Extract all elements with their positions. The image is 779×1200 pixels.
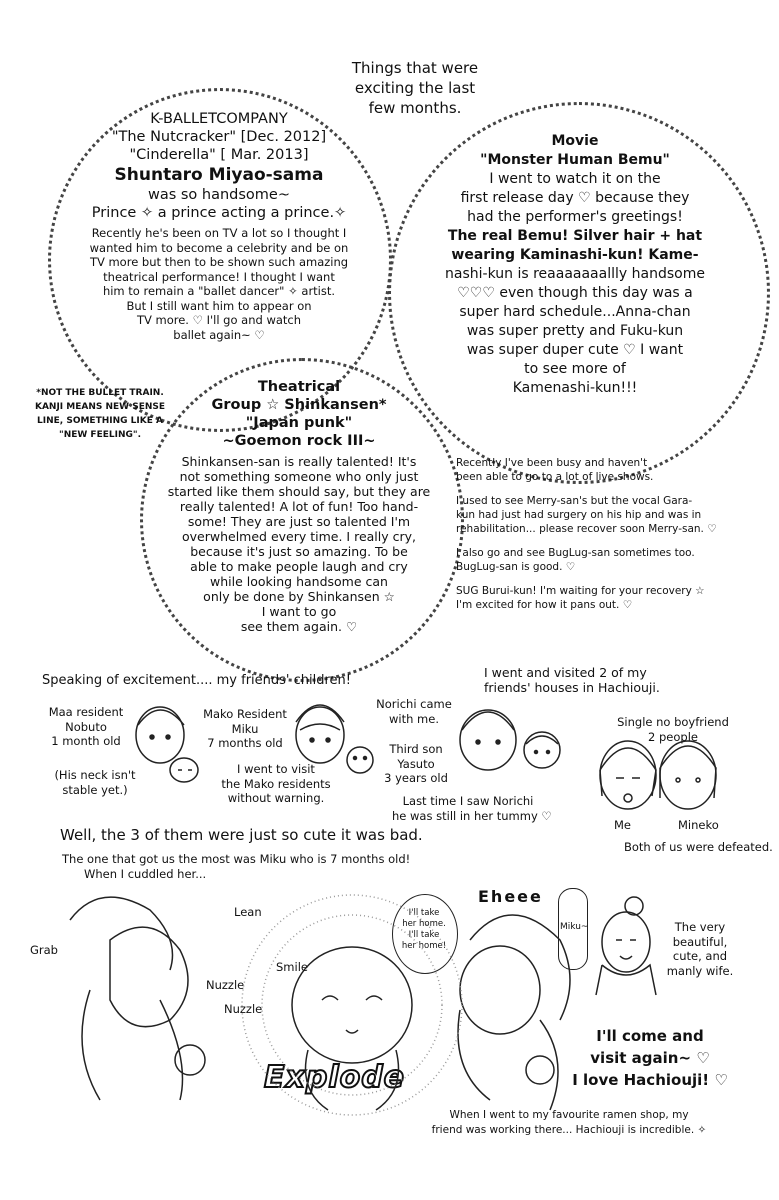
theatre-line: while looking handsome can xyxy=(210,574,388,589)
mineko-face xyxy=(660,741,716,809)
norichi-face xyxy=(460,710,516,770)
live-line: kun had just had surgery on his hip and was in xyxy=(456,509,702,521)
movie-heading: Movie xyxy=(551,133,599,149)
come-back-line: I love Hachiouji! ♡ xyxy=(572,1071,728,1089)
live-line: SUG Burui-kun! I'm waiting for your recovery ☆ xyxy=(456,585,705,597)
movie-line: nashi-kun is reaaaaaaallly handsome xyxy=(445,266,705,282)
theatre-line: I want to go xyxy=(261,604,337,619)
live-line: I'm excited for how it pans out. ♡ xyxy=(456,599,633,611)
nuzzle-sfx-1: Nuzzle xyxy=(206,978,245,992)
lean-sfx: Lean xyxy=(234,905,262,919)
theatre-line: not something someone who only just xyxy=(179,469,419,484)
grab-sfx: Grab xyxy=(30,943,58,957)
movie-line: Kamenashi-kun!!! xyxy=(512,380,638,396)
theatre-line: only be done by Shinkansen ☆ xyxy=(203,589,395,604)
me-label: Me xyxy=(614,818,631,832)
visited-line: friends' houses in Hachiouji. xyxy=(484,680,660,695)
maa-line: Nobuto xyxy=(65,719,107,734)
center-baby xyxy=(292,947,412,1110)
theatre-line: started like them should say, but they are xyxy=(167,484,431,499)
theatre-show: "Japan punk" xyxy=(245,415,353,431)
kballet-line: was so handsome~ xyxy=(147,187,291,203)
maa-line: Maa resident xyxy=(48,705,124,719)
kballet-line: TV more but then to be shown such amazing xyxy=(89,255,349,269)
movie-line: was super pretty and Fuku-kun xyxy=(466,323,684,339)
ramen-line: When I went to my favourite ramen shop, my xyxy=(449,1109,689,1121)
last-time-line: Last time I saw Norichi xyxy=(402,794,534,808)
take-home-line: I'll take xyxy=(408,930,440,940)
movie-line: I went to watch it on the xyxy=(489,171,661,187)
grab-figure xyxy=(70,897,205,1100)
wife-line: manly wife. xyxy=(666,963,734,978)
norichi-line: with me. xyxy=(389,711,439,726)
kballet-line: Recently he's been on TV a lot so I thought I xyxy=(91,226,347,240)
header-line: exciting the last xyxy=(354,79,476,97)
third-line: 3 years old xyxy=(384,771,448,785)
wife-line: cute, and xyxy=(672,949,728,963)
live-line: I used to see Merry-san's but the vocal Gara- xyxy=(456,495,693,507)
single-line: Single no boyfriend xyxy=(617,715,729,729)
theatre-line: Shinkansen-san is really talented! It's xyxy=(181,454,417,469)
kballet-line: Prince ✧ a prince acting a prince.✧ xyxy=(91,205,347,221)
explosion-cloud xyxy=(242,895,462,1115)
theatre-line: overwhelmed every time. I really cry, xyxy=(181,529,416,544)
wife-figure xyxy=(596,897,656,995)
header-line: Things that were xyxy=(351,59,479,77)
ramen-line: friend was working there... Hachiouji is incredible. ✧ xyxy=(431,1123,707,1136)
mako-line: Miku xyxy=(231,721,259,736)
kballet-dancer: Shuntaro Miyao-sama xyxy=(114,165,324,185)
kballet-line: But I still want him to appear on xyxy=(126,298,312,313)
third-line: Yasuto xyxy=(397,756,435,771)
son-face xyxy=(524,732,560,768)
eheee-sfx: Eheee xyxy=(478,887,543,906)
footnote-line: *NOT THE BULLET TRAIN. xyxy=(36,388,164,398)
come-back-line: visit again~ ♡ xyxy=(590,1049,710,1067)
theatre-heading: Theatrical xyxy=(257,379,341,395)
header-line: few months. xyxy=(368,99,462,117)
kballet-line: ballet again~ ♡ xyxy=(173,327,265,342)
kballet-line: theatrical performance! I thought I want xyxy=(103,269,335,284)
went-visit-line: the Mako residents xyxy=(221,776,331,791)
take-home-line: her home. xyxy=(402,919,446,929)
neck-line: (His neck isn't xyxy=(54,768,136,782)
neck-line: stable yet.) xyxy=(62,782,128,797)
theatre-group: Group ☆ Shinkansen* xyxy=(211,397,387,413)
theatre-line: able to make people laugh and cry xyxy=(190,559,408,574)
come-back-line: I'll come and xyxy=(596,1027,704,1045)
wife-line: The very xyxy=(674,920,726,934)
mako-baby-face xyxy=(347,747,373,773)
movie-title: "Monster Human Bemu" xyxy=(480,152,670,168)
mako-line: 7 months old xyxy=(207,736,283,750)
take-home-line: I'll take xyxy=(408,908,440,918)
got-us-note: The one that got us the most was Miku who is 7 months old! xyxy=(62,852,411,866)
maa-line: 1 month old xyxy=(51,734,121,748)
footnote-line: LINE, SOMETHING LIKE A xyxy=(37,416,163,426)
kballet-line: TV more. ♡ I'll go and watch xyxy=(136,313,302,327)
kballet-line: him to remain a "ballet dancer" ✧ artist. xyxy=(102,284,336,298)
movie-line: was super duper cute ♡ I want xyxy=(466,342,684,358)
theatre-line: see them again. ♡ xyxy=(240,619,358,634)
footnote-line: KANJI MEANS NEW SENSE xyxy=(34,402,166,412)
smile-sfx: Smile xyxy=(276,960,308,974)
theatre-line: because it's just so amazing. To be xyxy=(190,544,408,559)
kballet-line: wanted him to become a celebrity and be on xyxy=(89,240,349,255)
take-home-line: her home! xyxy=(401,941,447,951)
last-time-line: he was still in her tummy ♡ xyxy=(392,808,552,823)
movie-line: first release day ♡ because they xyxy=(460,190,690,206)
went-visit-line: I went to visit xyxy=(237,762,315,776)
cuddled-note: When I cuddled her... xyxy=(84,867,207,881)
eheee-figure xyxy=(458,915,570,1110)
movie-line: ♡♡♡ even though this day was a xyxy=(457,285,693,301)
live-line: BugLug-san is good. ♡ xyxy=(456,561,576,573)
kballet-company: K-BALLETCOMPANY xyxy=(150,111,288,127)
mako-mother-face xyxy=(296,705,344,763)
theatre-line: some! They are just so talented I'm xyxy=(187,514,411,529)
kballet-nutcracker: "The Nutcracker" [Dec. 2012] xyxy=(111,129,327,145)
single-line: 2 people xyxy=(648,729,698,744)
kballet-cinderella: "Cinderella" [ Mar. 2013] xyxy=(129,147,309,163)
live-line: been able to go to a lot of live shows. xyxy=(456,471,654,483)
defeated-note: Both of us were defeated. xyxy=(624,840,773,854)
movie-line: The real Bemu! Silver hair + hat xyxy=(447,228,703,244)
live-line: Recently I've been busy and haven't xyxy=(456,457,648,469)
visited-line: I went and visited 2 of my xyxy=(484,665,647,680)
went-visit-line: without warning. xyxy=(227,791,325,805)
maa-mother-face xyxy=(136,707,184,763)
miku-call: Miku~ xyxy=(560,922,589,932)
mako-line: Mako Resident xyxy=(203,707,287,721)
norichi-line: Norichi came xyxy=(376,697,452,711)
speaking-of-excitement: Speaking of excitement.... my friends' children! xyxy=(42,673,352,688)
explode-sfx: Explode xyxy=(264,1060,406,1095)
theatre-subtitle: ~Goemon rock III~ xyxy=(222,433,376,449)
me-face xyxy=(600,741,656,809)
movie-line: wearing Kaminashi-kun! Kame- xyxy=(451,247,699,263)
movie-line: super hard schedule...Anna-chan xyxy=(459,304,691,320)
live-line: I also go and see BugLug-san sometimes too. xyxy=(456,547,695,559)
mineko-label: Mineko xyxy=(678,818,719,832)
live-line: rehabilitation... please recover soon Merry-san. ♡ xyxy=(456,523,717,535)
theatre-line: really talented! A lot of fun! Too hand- xyxy=(179,499,419,514)
nuzzle-sfx-2: Nuzzle xyxy=(224,1002,263,1016)
maa-baby-face xyxy=(170,758,198,782)
movie-line: to see more of xyxy=(524,361,626,377)
movie-line: had the performer's greetings! xyxy=(467,209,683,225)
third-line: Third son xyxy=(389,742,443,756)
footnote-line: "NEW FEELING". xyxy=(59,430,141,440)
cute-heading: Well, the 3 of them were just so cute it was bad. xyxy=(60,826,423,844)
wife-line: beautiful, xyxy=(672,934,728,949)
